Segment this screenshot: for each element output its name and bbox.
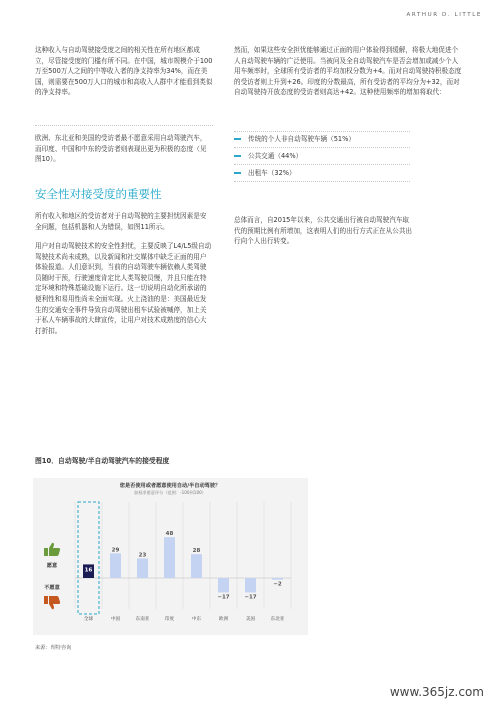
left-paragraph-2: 欧洲、东北亚和美国的受访者最不愿意采用自动驾驶汽车，而印度、中国和中东的受访者则表现出更为积极的态度（见图10）。 bbox=[35, 134, 207, 164]
bullet-list bbox=[234, 131, 410, 182]
legend-negative-label: 不愿意 bbox=[44, 585, 60, 591]
dash-icon bbox=[234, 155, 241, 157]
chart-bar bbox=[272, 578, 283, 580]
left-paragraph-3: 所有收入和地区的受访者对于自动驾驶的主要担忧因素是安全问题，包括机器和人为错误，如图11所示。 bbox=[35, 212, 207, 231]
chart-bar bbox=[218, 578, 229, 592]
value-label: 23 bbox=[138, 552, 147, 559]
category-label: 中东 bbox=[191, 617, 202, 622]
left-paragraph-4: 用户对自动驾驶技术的安全性担忧，主要反映了L4/L5级自动驾驶技术尚未成熟，以及新闻和社交媒体中缺乏正面的用户体验报道。人们意识到，当前的自动驾驶车辆依赖人类驾驶员随时干预，行驶速度肯定比人类驾驶员慢，并且只能在特定环境和特殊基础设施下运行。这一切说明自动化所承诺的便利性和易用性尚未全面实现。火上浇油的是：美国最近发生的交通安全事件导致自动驾驶出租车试验被喊停，加上关于私人车辆事故的大肆宣传，让用户对技术成熟度的信心大打折扣。 bbox=[35, 242, 212, 335]
chart-category-labels bbox=[84, 615, 285, 622]
value-label: 29 bbox=[111, 547, 120, 554]
chart-bar bbox=[110, 553, 121, 578]
left-paragraph-1: 这种收入与自动驾驶接受度之间的相关性在所有地区都成立，尽管接受度的门槛有所不同。在中国，城市规模介于100万至500万人之间的中等收入者的净支持率为34%，而在美国，则需要在500万人口的城市和高收入人群中才能看到类似的净支持率。 bbox=[35, 46, 213, 97]
figure-source: 来源：理特咨询 bbox=[35, 645, 72, 651]
highlight-frame bbox=[78, 502, 99, 614]
value-label: −17 bbox=[244, 594, 257, 601]
right-paragraph-1: 然而，如果这些安全担忧能够通过正面的用户体验得到缓解，将极大地促进个人自动驾驶车辆的广泛使用。当被问及全自动驾驶汽车是否会增加或减少个人用车频率时，全球所有受访者的平均加权分数为+4。而对自动驾驶持积极态度的受访者则上升到+26。印度的分数最高，所有受访者的平均分为+32，而对自动驾驶持开放态度的受访者则高达+42。这种使用频率的增加将取代： bbox=[234, 46, 462, 97]
category-label: 全球 bbox=[83, 617, 94, 622]
thumbs-up-icon bbox=[44, 543, 60, 556]
chart-bar bbox=[245, 578, 256, 592]
chart-bar bbox=[164, 537, 175, 578]
bar-chart bbox=[33, 478, 308, 635]
category-label: 东北亚 bbox=[270, 617, 285, 622]
watermark: www.365jz.com bbox=[389, 685, 484, 699]
divider bbox=[35, 125, 213, 126]
divider bbox=[234, 131, 410, 132]
chart-title: 您是否使用或者愿意使用自动/半自动驾驶？ bbox=[119, 483, 221, 489]
category-label: 东南亚 bbox=[135, 617, 150, 622]
value-label: 48 bbox=[165, 531, 174, 538]
chart-bar bbox=[137, 558, 148, 578]
brand-logo: ARTHUR D. LITTLE bbox=[406, 12, 482, 18]
value-label: 16 bbox=[84, 567, 93, 574]
category-label: 中国 bbox=[110, 617, 121, 622]
dash-icon bbox=[234, 138, 241, 140]
list-item: 公共交通（44%） bbox=[234, 148, 410, 165]
right-paragraph-2: 总体而言，自2015年以来，公共交通出行被自动驾驶汽车取代的预期比例有所增加，这表明人们的出行方式正在从公共出行向个人出行转变。 bbox=[234, 216, 413, 246]
dash-icon bbox=[234, 172, 241, 174]
value-label: 28 bbox=[192, 548, 201, 555]
value-label: −17 bbox=[217, 594, 230, 601]
chart-grid bbox=[75, 502, 291, 609]
value-label: −2 bbox=[273, 581, 282, 588]
category-label: 欧洲 bbox=[218, 617, 229, 622]
legend-positive-label: 愿意 bbox=[46, 563, 58, 569]
chart-bar bbox=[191, 554, 202, 578]
list-item: 出租车（32%） bbox=[234, 165, 410, 182]
figure-chart-area bbox=[33, 478, 308, 635]
figure-title: 图10．自动驾驶/半自动驾驶汽车的接受程度 bbox=[35, 457, 170, 465]
thumbs-down-icon bbox=[44, 596, 60, 609]
category-label: 印度 bbox=[164, 617, 175, 622]
category-label: 美国 bbox=[245, 617, 256, 622]
list-item: 传统的个人非自动驾驶车辆（51%） bbox=[234, 131, 410, 148]
section-heading: 安全性对接受度的重要性 bbox=[35, 187, 162, 201]
chart-subtitle: 加权净愿意评分（范围：-100到100） bbox=[134, 490, 206, 495]
